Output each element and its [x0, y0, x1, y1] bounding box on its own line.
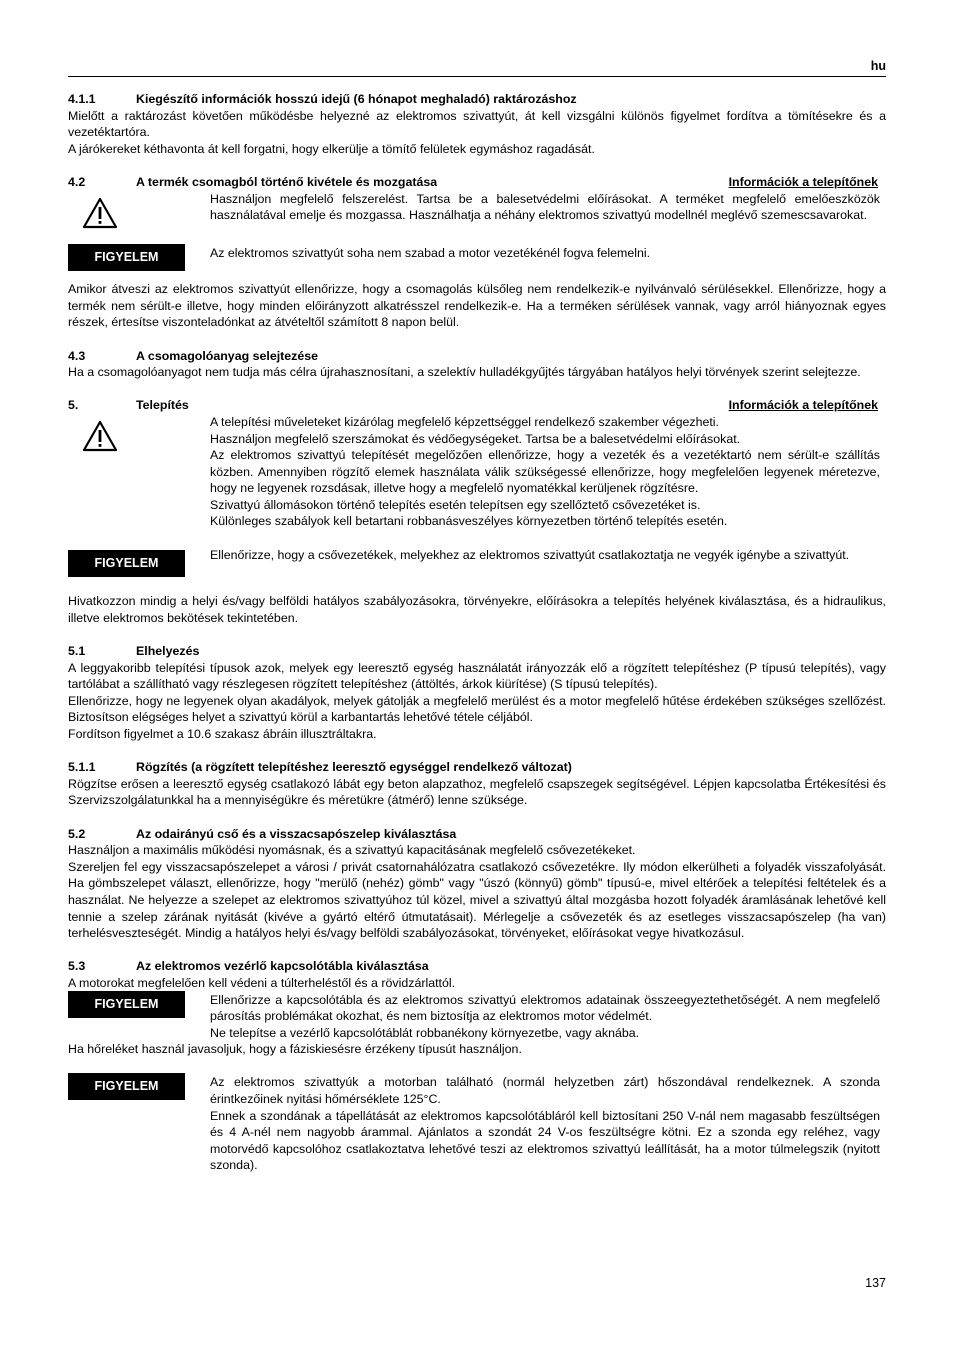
warning-text: Használjon megfelelő felszerelést. Tartsa be a balesetvédelmi előírásokat. A terméket megfelelő emelőeszközök használatával emelje és mozgassa. Használhatja a néhány elektromos szivattyú modellnél meglévő szemescsavarokat. [210, 191, 880, 223]
page [68, 0, 886, 1350]
caution-text: Ellenőrizze a kapcsolótábla és az elektromos szivattyú elektromos adatainak összeegyeztethetőségét. A nem megfelelő párosítás problémákat okozhat, és nem biztosítja az elektromos motor védelmét. [210, 992, 880, 1024]
section-number: 5.1.1 [68, 760, 96, 775]
caution-text: Az elektromos szivattyúk a motorban található (normál helyzetben zárt) hőszondával rendelkeznek. A szonda érintkezőinek nyitási hőmérséklete 125°C. [210, 1075, 880, 1107]
section-heading-5 [68, 397, 886, 414]
paragraph: A járókereket kéthavonta át kell forgatni, hogy elkerülje a tömítő felületek egymáshoz ragadását. [68, 141, 595, 156]
section-heading-5-3 [68, 958, 886, 975]
paragraph: Ellenőrizze, hogy ne legyenek olyan akadályok, melyek gátolják a megfelelő merülést és a motor megfelelő hűtése érdekében szükséges szellőzést. Biztosítson elégséges helyet a szivattyú körül a karbantartás lehetővé tétele céljából. [68, 693, 886, 725]
section-number: 5.2 [68, 826, 86, 841]
paragraph: Fordítson figyelmet a 10.6 szakasz ábráin illusztráltakra. [68, 727, 377, 741]
paragraph: A leggyakoribb telepítési típusok azok, melyek egy leeresztő egység használatát irányozzák elő a rögzített telepítéshez (P típusú telepítés), vagy tartólábat a szállítható vagy részlegesen rögzített telepítéshez (áttöltés, árkok kiürítése) (S típusú telepítés). [68, 660, 886, 692]
section-number: 5.3 [68, 959, 86, 974]
paragraph: Amikor átveszi az elektromos szivattyút ellenőrizze, hogy a csomagolás külsőleg nem rendelkezik-e nyilvánvaló sérülésekkel. Ellenőrizze, hogy a termék nem sérült-e illetve, hogy minden előirányzott alkatrésszel rendelkezik-e. Ha a terméken sérülések vannak, vagy arról hiányoznak egyes részek, értesítse viszonteladónkat az átvételtől számított 8 napon belül. [68, 282, 886, 330]
section-title: Az odairányú cső és a visszacsapószelep kiválasztása [136, 826, 457, 841]
warning-text: Szivattyú állomásokon történő telepítés esetén telepítsen egy szellőztető csővezetéket is. [210, 497, 701, 512]
section-title: Elhelyezés [136, 644, 200, 659]
section-heading-4-1-1 [68, 91, 886, 108]
section-number: 4.1.1 [68, 92, 96, 106]
paragraph: Használjon a maximális működési nyomásnak, és a szivattyú kapacitásának megfelelő csővezetékeket. [68, 843, 636, 858]
section-number: 4.3 [68, 348, 86, 363]
caution-text: Ennek a szondának a tápellátását az elektromos kapcsolótábláról kell biztosítani 250 V-nál nem magasabb feszültségen és 4 A-nél nem nagyobb árammal. Ajánlatos a szondát 24 V-os feszültségre kötni. Ez a szonda egy reléhez, vagy motorvédő kapcsolóhoz csatlakoztatva lehetővé teszi az elektromos szivattyú leállítását, ha a motor túlmelegszik (nyitott szonda). [210, 1108, 880, 1173]
warning-text: Az elektromos szivattyú telepítését megelőzően ellenőrizze, hogy a vezeték és a vezetéktartó nem sérült-e szállítás közben. Amennyiben rögzítő elemek használata válik szükségessé ellenőrizze, hogy megfelelően legyenek méretezve, hogy ne legyenek rozsdásak, illetve hogy a megfelelő nyomatékkal kerüljenek rögzítésre. [210, 448, 880, 496]
figyelem-badge: FIGYELEM [68, 991, 185, 1018]
section-title: Kiegészítő információk hosszú idejű (6 hónapot meghaladó) raktározáshoz [136, 92, 577, 106]
figyelem-badge: FIGYELEM [68, 244, 185, 271]
warning-block [68, 191, 886, 229]
caution-text: Ne telepítse a vezérlő kapcsolótáblát robbanékony környezetbe, vagy aknába. [210, 1025, 640, 1040]
warning-triangle-icon [82, 420, 118, 452]
warning-text: Használjon megfelelő szerszámokat és védőegységeket. Tartsa be a balesetvédelmi előírásokat. [210, 431, 741, 446]
paragraph: Szereljen fel egy visszacsapószelepet a városi / privát csatornahálózatra csatlakozó csővezetékre. Ily módon elkerülheti a folyadék visszafolyását. Ha gömbszelepet választ, ellenőrizze, hogy "merülő (nehéz) gömb" vagy "úszó (könnyű) gömb" típusú-e, mivel eltérőek a telepítési feltételek és a használat. Ne helyezze a szelepet az elektromos szivattyúhoz túl közel, mivel a szivattyú által mozgásba hozott folyadék áramlásának lehetővé kell tennie a szelep zárának nyitását (kivéve a gyártó eltérő útmutatásait). Mérlegelje a csővezeték és az esetleges visszacsapószelep (ha van) terhelésveszteségét. Mindig a hatályos helyi és/vagy belföldi szabályozásokat, törvényeket, előírásokat vegye hivatkozásul. [68, 859, 886, 941]
caution-text: Ellenőrizze, hogy a csővezetékek, melyekhez az elektromos szivattyút csatlakoztatja ne vegyék igénybe a szivattyút. [210, 547, 850, 562]
caution-block [68, 992, 886, 1042]
section-title: A csomagolóanyag selejtezése [136, 348, 319, 363]
section-number: 5. [68, 398, 79, 413]
language-code: hu [870, 59, 886, 73]
figyelem-badge: FIGYELEM [68, 1073, 185, 1100]
paragraph: Mielőtt a raktározást követően működésbe helyezné az elektromos szivattyút, át kell vizsgálni különös figyelmet fordítva a tömítésekre és a vezetéktartóra. [68, 108, 886, 140]
section-heading-5-1-1 [68, 759, 886, 776]
page-number: 137 [865, 1276, 886, 1290]
page-content [68, 91, 886, 1174]
caution-text: Az elektromos szivattyút soha nem szabad a motor vezetékénél fogva felemelni. [210, 246, 651, 261]
paragraph: Rögzítse erősen a leeresztő egység csatlakozó lábát egy beton alapzathoz, megfelelő csapszegek segítségével. Lépjen kapcsolatba Értékesítési és Szervizszolgálatunkkal ha a mennyiségükre és méretükre (átmérő) lenne szüksége. [68, 776, 886, 808]
caution-block [68, 547, 886, 577]
caution-block [68, 245, 886, 281]
paragraph: Ha a csomagolóanyagot nem tudja más célra újrahasznosítani, a szelektív hulladékgyűjtés tárgyában hatályos helyi törvények szerint selejtezze. [68, 365, 861, 380]
section-number: 4.2 [68, 174, 86, 189]
installer-info-label: Információk a telepítőnek [728, 174, 878, 189]
section-title: Rögzítés (a rögzített telepítéshez leeresztő egységgel rendelkező változat) [136, 760, 572, 775]
warning-text: Különleges szabályok kell betartani robbanásveszélyes környezetben történő telepítés esetén. [210, 514, 728, 529]
section-number: 5.1 [68, 644, 86, 659]
header-rule [68, 76, 886, 77]
paragraph: Hivatkozzon mindig a helyi és/vagy belföldi hatályos szabályozásokra, törvényekre, előírásokra a telepítés helyének kiválasztása, és a hidraulikus, illetve elektromos bekötések tekintetében. [68, 594, 886, 625]
paragraph: A motorokat megfelelően kell védeni a túlterheléstől és a rövidzárlattól. [68, 975, 456, 990]
figyelem-badge: FIGYELEM [68, 550, 185, 577]
warning-triangle-icon [82, 197, 118, 229]
section-heading-5-1 [68, 643, 886, 660]
section-heading-4-2 [68, 174, 886, 191]
section-heading-4-3 [68, 348, 886, 365]
section-title: A termék csomagból történő kivétele és mozgatása [136, 174, 438, 189]
section-title: Az elektromos vezérlő kapcsolótábla kiválasztása [136, 959, 429, 974]
installer-info-label: Információk a telepítőnek [728, 398, 878, 413]
section-title: Telepítés [136, 398, 189, 413]
warning-text: A telepítési műveleteket kizárólag megfelelő képzettséggel rendelkező szakember végezheti. [210, 414, 719, 429]
section-heading-5-2 [68, 826, 886, 843]
warning-block [68, 414, 886, 530]
caution-block [68, 1074, 886, 1174]
paragraph: Ha hőreléket használ javasoljuk, hogy a fáziskiesésre érzékeny típusút használjon. [68, 1042, 522, 1057]
